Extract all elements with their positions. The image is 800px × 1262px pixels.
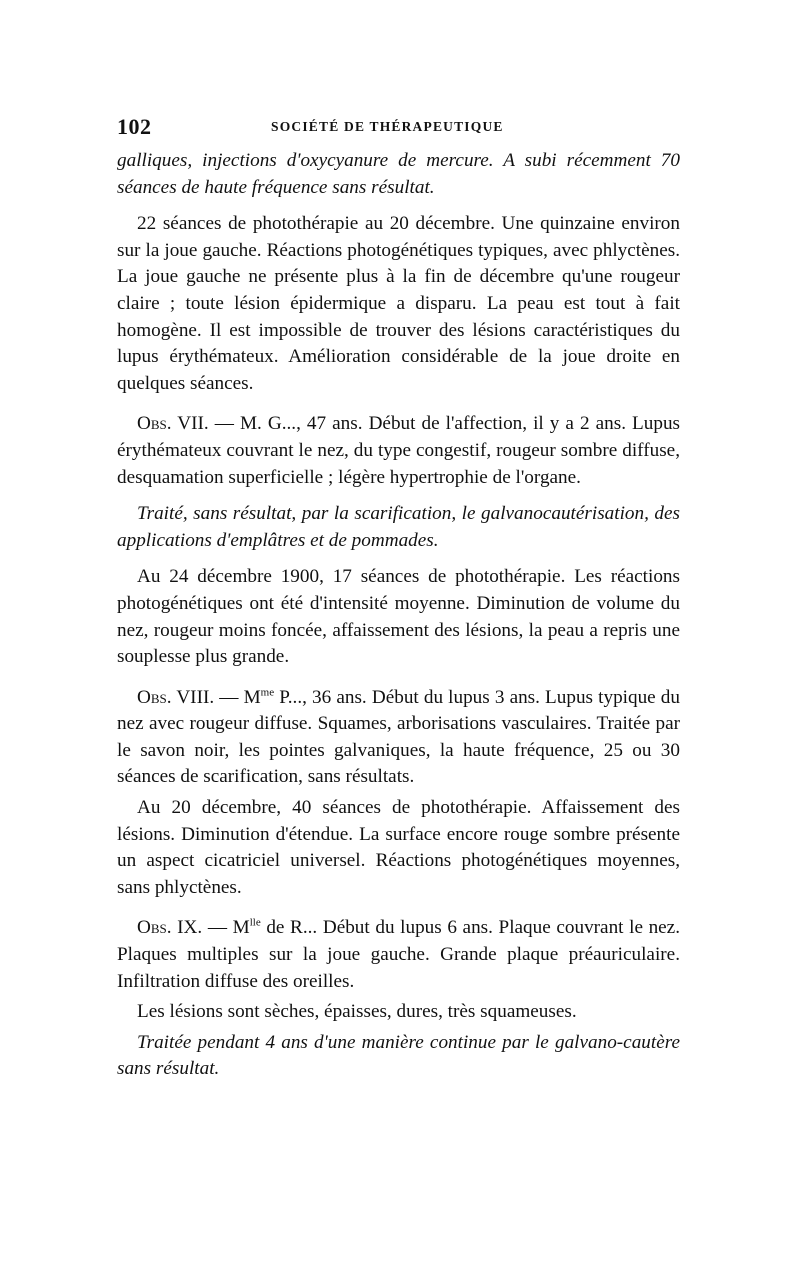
paragraph-december-results: Au 24 décembre 1900, 17 séances de photothérapie. Les réactions photogénétiques ont été d'intensité moyenne. Diminution de volume du nez, rougeur moins foncée, affaissement des lésions, la peau a repris une souplesse plus grande. (117, 566, 680, 668)
paragraph-lesions: Les lésions sont sèches, épaisses, dures, très squameuses. (137, 1001, 577, 1023)
observation-dash: — M (202, 917, 250, 939)
paragraph-phototherapy-results: 22 séances de photothérapie au 20 décembre. Une quinzaine environ sur la joue gauche. Réactions photogénétiques typiques, avec phlyctènes. La joue gauche ne présente plus à la fin de décembre qu'une rougeur claire ; toute lésion épidermique a disparu. La peau est tout à fait homogène. Il est impossible de trouver des lésions caractéristiques du lupus érythémateux. Amélioration considérable de la joue droite en quelques séances. (117, 213, 680, 394)
title-superscript: me (260, 686, 275, 699)
paragraph-galvano-treatment: Traitée pendant 4 ans d'une manière continue par le galvano-cautère sans résultat. (117, 1031, 680, 1080)
observation-text: P..., 36 ans. Début du lupus 3 ans. Lupus typique du nez avec rougeur diffuse. Squames, arborisations vasculaires. Traitée par le savon noir, les pointes galvaniques, la haute fréquence, 25 ou 30 séances de scarification, sans résultats. (117, 686, 680, 788)
page-header (117, 114, 677, 142)
observation-7 (117, 411, 680, 491)
page-number: 102 (117, 114, 152, 139)
observation-label: Obs. VIII. (137, 686, 215, 708)
title-superscript: lle (249, 917, 261, 930)
paragraph-december-20-results: Au 20 décembre, 40 séances de photothérapie. Affaissement des lésions. Diminution d'étendue. La surface encore rouge sombre présente un aspect cicatriciel universel. Réactions photogénétiques moyennes, sans phlyctènes. (117, 797, 680, 898)
paragraph-prior-treatment: Traité, sans résultat, par la scarification, le galvanocautérisation, des applications d'emplâtres et de pommades. (117, 503, 680, 551)
observation-label: Obs. VII. (137, 413, 209, 435)
paragraph-treatment-history: galliques, injections d'oxycyanure de mercure. A subi récemment 70 séances de haute fréquence sans résultat. (117, 150, 680, 198)
observation-label: Obs. IX. (137, 917, 203, 939)
observation-9 (117, 915, 680, 995)
observation-8 (117, 685, 680, 791)
body-text (117, 148, 680, 1083)
observation-text: — M. G..., 47 ans. Début de l'affection, il y a 2 ans. Lupus érythémateux couvrant le nez, du type congestif, rougeur sombre diffuse, desquamation superficielle ; légère hypertrophie de l'organe. (117, 413, 681, 488)
observation-text: de R... Début du lupus 6 ans. Plaque couvrant le nez. Plaques multiples sur la joue gauche. Grande plaque préauriculaire. Infiltration diffuse des oreilles. (117, 917, 681, 992)
running-head: SOCIÉTÉ DE THÉRAPEUTIQUE (271, 119, 504, 134)
observation-dash: — M (214, 686, 261, 708)
